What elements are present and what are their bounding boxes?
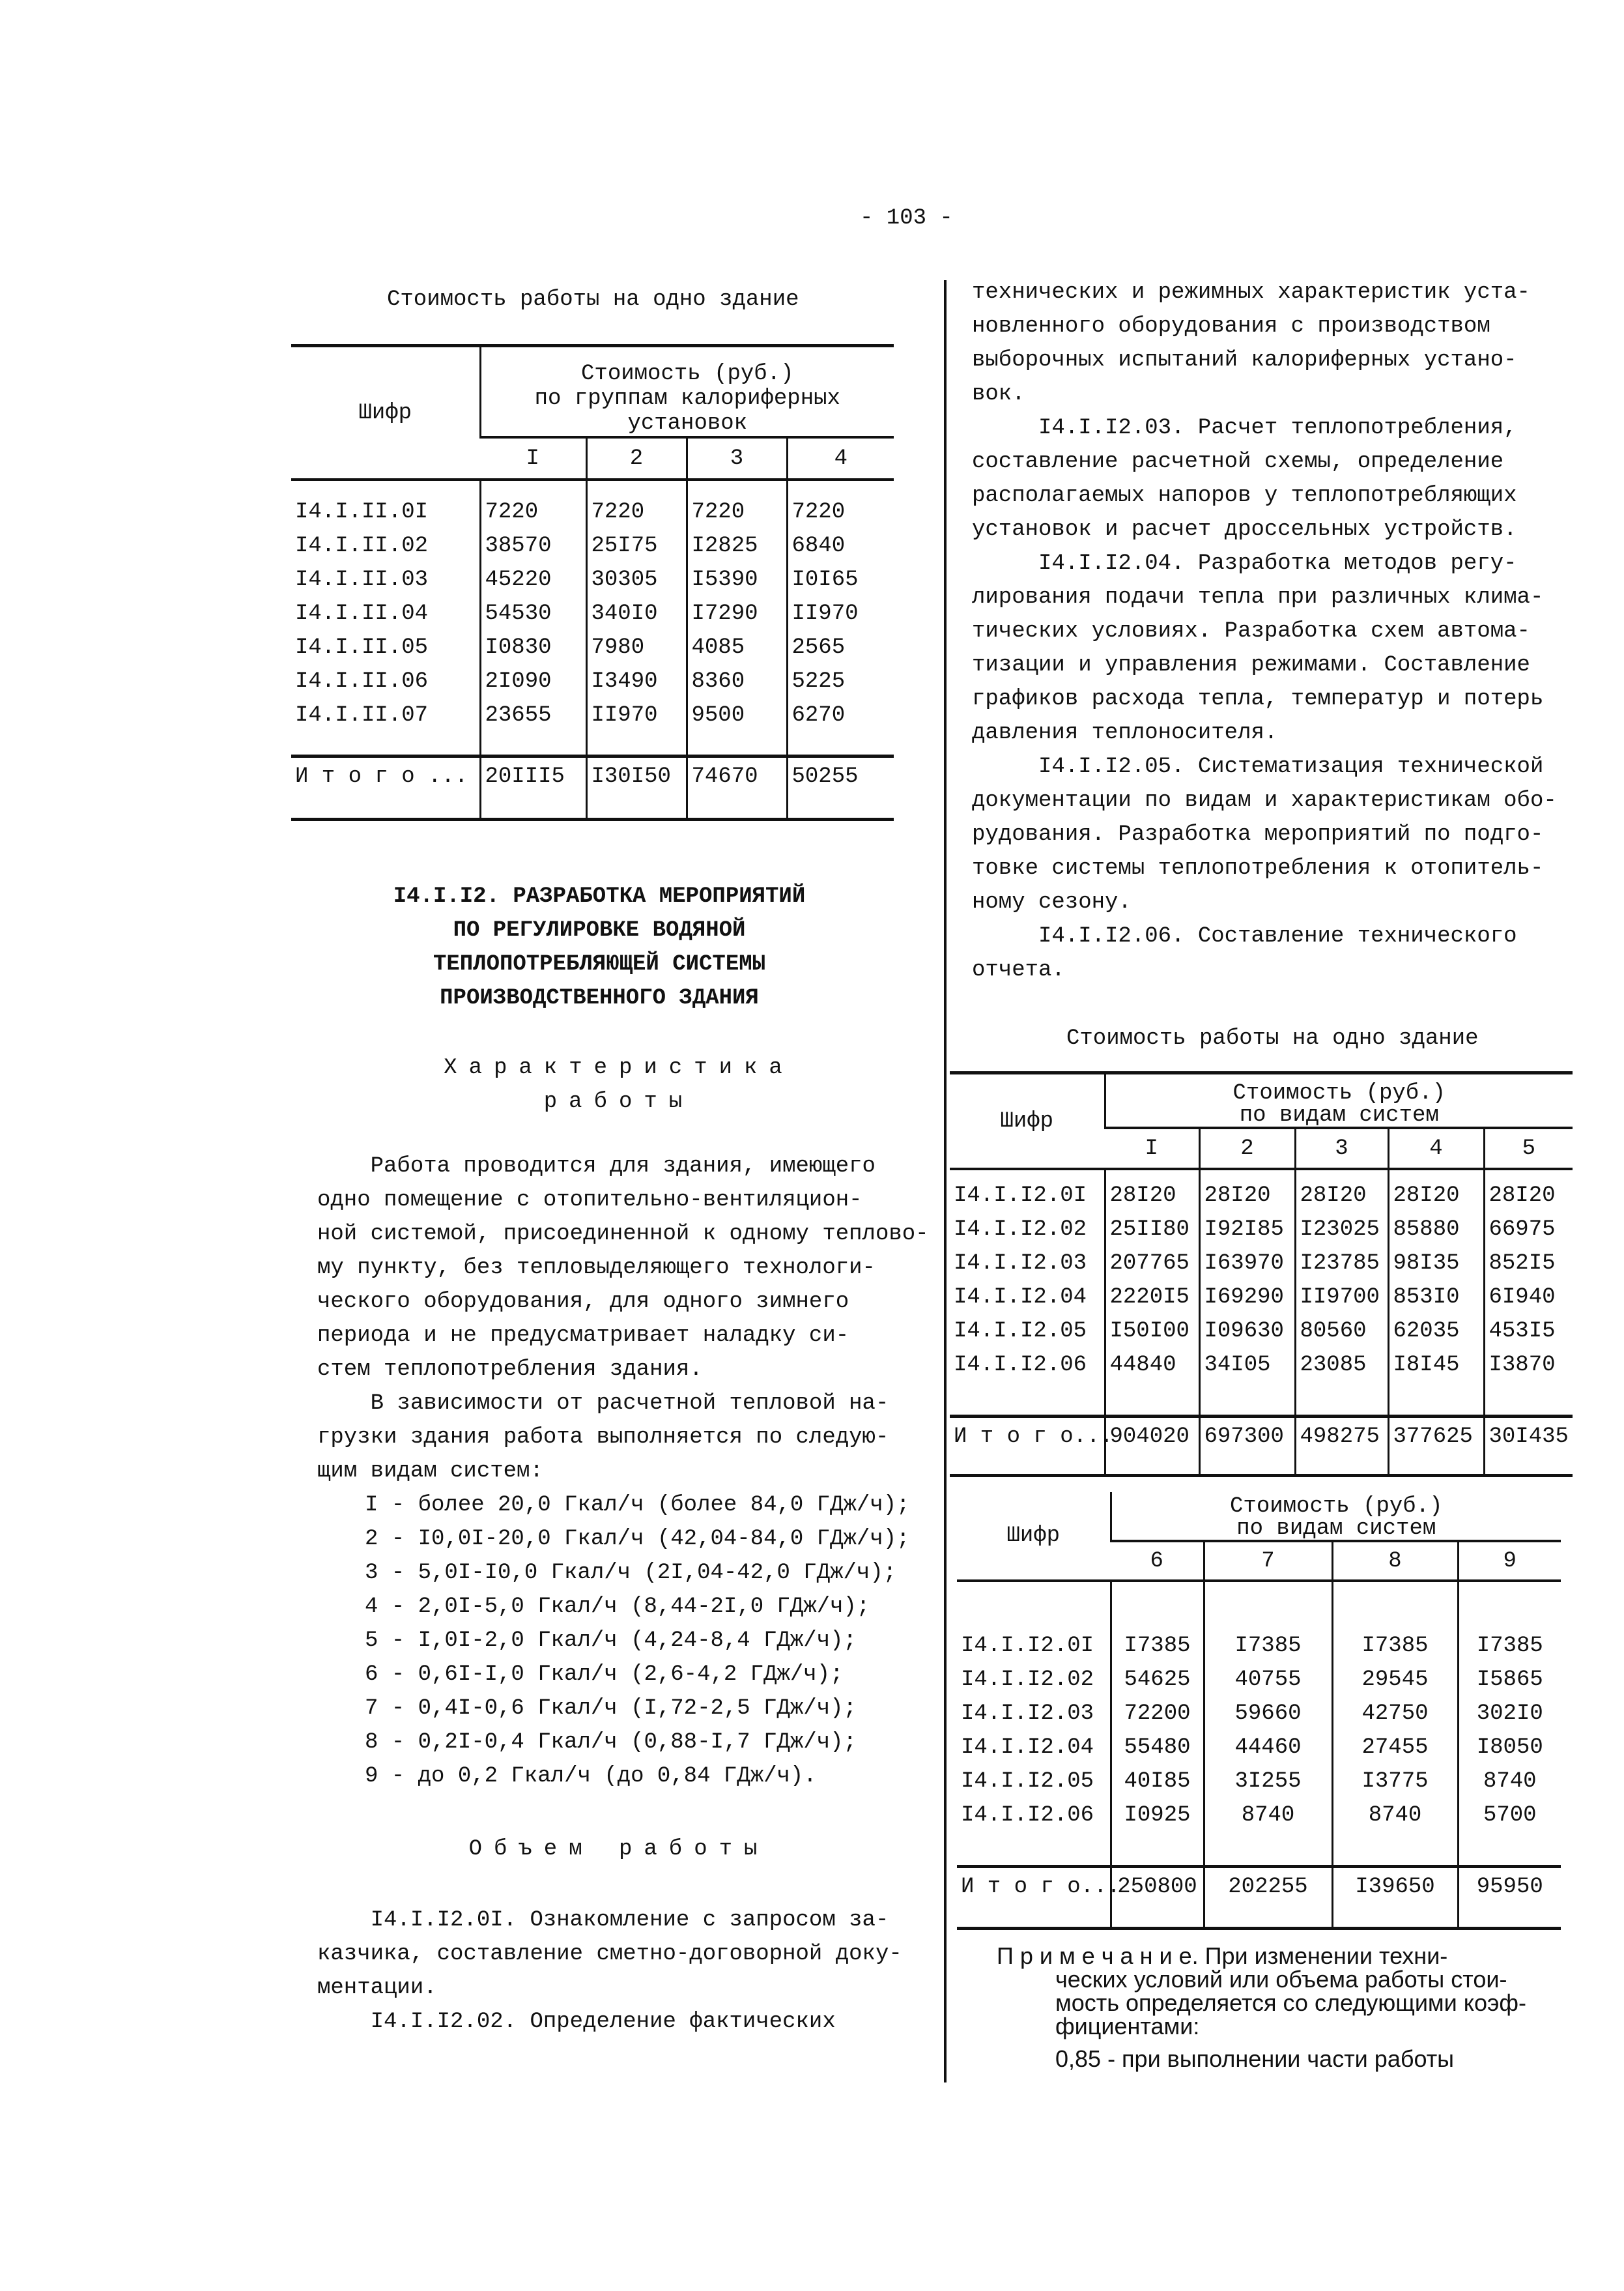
code-cell: I4.I.I2.06 — [954, 1353, 1087, 1377]
cost-cell: 7220 — [586, 495, 687, 529]
spacer-cell — [1332, 1832, 1458, 1867]
spacer-cell — [950, 1169, 1105, 1179]
cost-cell: 7220 — [480, 495, 586, 529]
cost-cell: 453I5 — [1484, 1314, 1573, 1348]
cost-cell: 2I090 — [480, 665, 586, 699]
text-line: I - более 20,0 Гкал/ч (более 84,0 ГДж/ч); — [365, 1493, 910, 1518]
group-header-line: по видам систем — [1236, 1516, 1436, 1541]
header-row — [957, 1492, 1561, 1541]
table-row — [291, 495, 894, 529]
spacer-row — [950, 1169, 1573, 1179]
cost-cell: 23085 — [1295, 1348, 1388, 1382]
cost-cell: II970 — [586, 699, 687, 732]
spacer-row — [957, 1832, 1561, 1867]
text-line: щим видам систем: — [317, 1459, 543, 1484]
text-line: установок и расчет дроссельных устройств. — [972, 517, 1517, 542]
cost-cell: 45220 — [480, 563, 586, 597]
group-header-line: установок — [627, 411, 748, 436]
spacer-cell — [291, 480, 480, 495]
column-header: 8 — [1332, 1541, 1458, 1581]
text-line: ПРОИЗВОДСТВЕННОГО ЗДАНИЯ — [440, 986, 759, 1011]
text-line: стем теплопотребления здания. — [317, 1357, 703, 1382]
note — [997, 1944, 1570, 2071]
code-cell: I4.I.I2.05 — [961, 1769, 1094, 1794]
text-line: лирования подачи тепла при различных клима- — [972, 585, 1544, 610]
cost-cell: 66975 — [1484, 1213, 1573, 1246]
section-heading — [313, 880, 886, 1015]
cost-cell: 23655 — [480, 699, 586, 732]
spacer-cell — [586, 480, 687, 495]
code-cell: I4.I.I2.02 — [961, 1667, 1094, 1692]
note-line: фициентами: — [1055, 2013, 1200, 2039]
text-line: В зависимости от расчетной тепловой на- — [317, 1391, 889, 1416]
text-line: давления теплоносителя. — [972, 721, 1278, 745]
total-cell: 30I435 — [1484, 1417, 1573, 1476]
note-line: ческих условий или объема работы стои- — [1055, 1966, 1507, 1993]
cost-cell: 25I75 — [586, 529, 687, 563]
spacer-cell — [1458, 1832, 1561, 1867]
text-line: I4.I.I2.04. Разработка методов регу- — [972, 551, 1517, 576]
column-header-code: Шифр — [957, 1492, 1111, 1581]
total-cell: 50255 — [787, 756, 894, 820]
cost-cell: 28I20 — [1199, 1179, 1295, 1213]
code-cell: I4.I.II.07 — [295, 703, 429, 728]
table-row — [957, 1765, 1561, 1798]
cost-cell: 80560 — [1295, 1314, 1388, 1348]
text-line: I4.I.I2.0I. Ознакомление с запросом за- — [317, 1908, 889, 1933]
code-cell: I4.I.I2.04 — [954, 1285, 1087, 1310]
column-header: 4 — [787, 437, 894, 480]
cost-cell: I2825 — [687, 529, 787, 563]
cost-cell: 54530 — [480, 597, 586, 631]
text-line: ной системой, присоединенной к одному теплово- — [317, 1222, 929, 1246]
text-line: новленного оборудования с производством — [972, 314, 1490, 339]
text-line: ческого оборудования, для одного зимнего — [317, 1290, 849, 1314]
text-line: I4.I.I2.02. Определение фактических — [317, 2010, 836, 2034]
text-line: 5 - I,0I-2,0 Гкал/ч (4,24-8,4 ГДж/ч); — [365, 1628, 857, 1653]
spacer-cell — [687, 732, 787, 756]
cost-cell: 85880 — [1388, 1213, 1484, 1246]
systems-list — [365, 1488, 910, 1793]
cost-cell: 6270 — [787, 699, 894, 732]
cost-cell: I69290 — [1199, 1280, 1295, 1314]
header-row — [291, 346, 894, 438]
work-items-description — [972, 276, 1557, 987]
table-row — [291, 563, 894, 597]
column-header: I — [1105, 1128, 1199, 1169]
cost-cell: I7290 — [687, 597, 787, 631]
text-line: 3 - 5,0I-I0,0 Гкал/ч (2I,04-42,0 ГДж/ч); — [365, 1561, 897, 1585]
spacer-row — [957, 1581, 1561, 1629]
column-divider — [944, 280, 947, 2082]
cost-cell: 6I940 — [1484, 1280, 1573, 1314]
spacer-cell — [1199, 1382, 1295, 1417]
spacer-cell — [1295, 1382, 1388, 1417]
text-line: 6 - 0,6I-I,0 Гкал/ч (2,6-4,2 ГДж/ч); — [365, 1662, 844, 1687]
cost-cell: 62035 — [1388, 1314, 1484, 1348]
group-header-line: по видам систем — [1239, 1103, 1439, 1128]
cost-cell: 42750 — [1332, 1697, 1458, 1731]
cost-cell: 25II80 — [1105, 1213, 1199, 1246]
text-line: ПО РЕГУЛИРОВКЕ ВОДЯНОЙ — [453, 918, 746, 943]
cost-cell: I23785 — [1295, 1246, 1388, 1280]
volume-heading: Объем работы — [468, 1837, 769, 1862]
spacer-cell — [1204, 1581, 1332, 1629]
text-line: I4.I.I2. РАЗРАБОТКА МЕРОПРИЯТИЙ — [393, 884, 806, 909]
cost-cell: I7385 — [1458, 1629, 1561, 1663]
cost-cell: 98I35 — [1388, 1246, 1484, 1280]
cost-cell: 8740 — [1458, 1765, 1561, 1798]
text-line: I4.I.I2.03. Расчет теплопотребления, — [972, 416, 1517, 440]
cost-cell: 28I20 — [1388, 1179, 1484, 1213]
total-cell: 498275 — [1295, 1417, 1388, 1476]
cost-cell: 852I5 — [1484, 1246, 1573, 1280]
total-row — [291, 756, 894, 820]
spacer-row — [291, 480, 894, 495]
total-cell: 95950 — [1458, 1867, 1561, 1929]
column-header-code: Шифр — [950, 1073, 1105, 1170]
cost-cell: 59660 — [1204, 1697, 1332, 1731]
code-cell: I4.I.I2.06 — [961, 1803, 1094, 1828]
note-coefficient: 0,85 - при выполнении части работы — [1055, 2045, 1455, 2072]
table-row — [950, 1179, 1573, 1213]
total-label: И т о г о... — [957, 1867, 1111, 1929]
column-header: 9 — [1458, 1541, 1561, 1581]
cost-cell: I23025 — [1295, 1213, 1388, 1246]
spacer-cell — [1105, 1382, 1199, 1417]
cost-cell: 44840 — [1105, 1348, 1199, 1382]
cost-cell: 40I85 — [1111, 1765, 1204, 1798]
cost-cell: I8050 — [1458, 1731, 1561, 1765]
cost-cell: 6840 — [787, 529, 894, 563]
text-line: товке системы теплопотребления к отопитель- — [972, 856, 1544, 881]
spacer-cell — [1111, 1581, 1204, 1629]
group-header-line: Стоимость (руб.) — [1230, 1494, 1443, 1519]
text-line: тизации и управления режимами. Составление — [972, 653, 1530, 678]
column-group-header — [1111, 1492, 1561, 1541]
spacer-cell — [291, 732, 480, 756]
cost-cell: 8740 — [1204, 1798, 1332, 1832]
cost-cell: 7980 — [586, 631, 687, 665]
table-row — [291, 597, 894, 631]
cost-cell: 853I0 — [1388, 1280, 1484, 1314]
table-row — [957, 1663, 1561, 1697]
code-cell: I4.I.I2.0I — [954, 1183, 1087, 1208]
spacer-cell — [1105, 1169, 1199, 1179]
text-line: вок. — [972, 382, 1025, 407]
text-line: отчета. — [972, 958, 1065, 983]
text-line: работы — [543, 1089, 694, 1114]
total-row — [950, 1417, 1573, 1476]
total-row — [957, 1867, 1561, 1929]
spacer-cell — [1484, 1169, 1573, 1179]
table-row — [291, 665, 894, 699]
cost-table-systems-6-9 — [957, 1492, 1561, 1930]
cost-cell: I7385 — [1204, 1629, 1332, 1663]
characteristic-heading — [313, 1051, 925, 1119]
cost-cell: 8360 — [687, 665, 787, 699]
cost-cell: 28I20 — [1105, 1179, 1199, 1213]
cost-cell: 38570 — [480, 529, 586, 563]
cost-cell: I63970 — [1199, 1246, 1295, 1280]
text-line: рудования. Разработка мероприятий по подго- — [972, 822, 1544, 847]
spacer-cell — [480, 732, 586, 756]
column-group-header — [1105, 1073, 1573, 1129]
spacer-cell — [1111, 1832, 1204, 1867]
spacer-cell — [1484, 1382, 1573, 1417]
spacer-cell — [586, 732, 687, 756]
cost-cell: 4085 — [687, 631, 787, 665]
cost-cell: I0830 — [480, 631, 586, 665]
column-header: 6 — [1111, 1541, 1204, 1581]
column-group-header — [480, 346, 894, 438]
cost-cell: 55480 — [1111, 1731, 1204, 1765]
text-line: тических условиях. Разработка схем автома- — [972, 619, 1530, 644]
cost-cell: I5390 — [687, 563, 787, 597]
total-cell: 904020 — [1105, 1417, 1199, 1476]
code-cell: I4.I.I2.0I — [961, 1634, 1094, 1658]
table-row — [950, 1314, 1573, 1348]
code-cell: I4.I.II.06 — [295, 669, 429, 694]
cost-cell: 34I05 — [1199, 1348, 1295, 1382]
cost-cell: 72200 — [1111, 1697, 1204, 1731]
table-row — [950, 1348, 1573, 1382]
cost-cell: 8740 — [1332, 1798, 1458, 1832]
table2-caption: Стоимость работы на одно здание — [1066, 1026, 1479, 1051]
cost-cell: 7220 — [687, 495, 787, 529]
cost-cell: 302I0 — [1458, 1697, 1561, 1731]
cost-cell: 2220I5 — [1105, 1280, 1199, 1314]
text-line: Характеристика — [444, 1056, 794, 1080]
table1-caption: Стоимость работы на одно здание — [387, 287, 799, 312]
code-cell: I4.I.II.04 — [295, 601, 429, 626]
spacer-cell — [1332, 1581, 1458, 1629]
cost-cell: I0925 — [1111, 1798, 1204, 1832]
cost-cell: I3870 — [1484, 1348, 1573, 1382]
code-cell: I4.I.II.0I — [295, 500, 429, 525]
column-header: 3 — [687, 437, 787, 480]
note-label: П р и м е ч а н и е. — [997, 1942, 1199, 1969]
total-cell: I30I50 — [586, 756, 687, 820]
code-cell: I4.I.II.02 — [295, 534, 429, 558]
text-line: располагаемых напоров у теплопотребляющих — [972, 483, 1517, 508]
text-line: I4.I.I2.05. Систематизация технической — [972, 755, 1544, 779]
cost-cell: 5700 — [1458, 1798, 1561, 1832]
work-description — [317, 1149, 929, 1488]
code-cell: I4.I.I2.04 — [961, 1735, 1094, 1760]
cost-cell: I92I85 — [1199, 1213, 1295, 1246]
column-header: 7 — [1204, 1541, 1332, 1581]
text-line: выборочных испытаний калориферных устано- — [972, 348, 1517, 373]
cost-cell: 2565 — [787, 631, 894, 665]
cost-cell: 27455 — [1332, 1731, 1458, 1765]
cost-cell: I8I45 — [1388, 1348, 1484, 1382]
code-cell: I4.I.I2.03 — [954, 1251, 1087, 1276]
text-line: периода и не предусматривает наладку си- — [317, 1323, 849, 1348]
text-line: технических и режимных характеристик уста- — [972, 280, 1530, 305]
spacer-row — [291, 732, 894, 756]
header-row — [950, 1073, 1573, 1129]
cost-cell: I09630 — [1199, 1314, 1295, 1348]
cost-cell: II9700 — [1295, 1280, 1388, 1314]
note-line: мость определяется со следующими коэф- — [1055, 1989, 1526, 2016]
cost-cell: 40755 — [1204, 1663, 1332, 1697]
cost-cell: I7385 — [1111, 1629, 1204, 1663]
text-line: му пункту, без тепловыделяющего технологи- — [317, 1256, 876, 1280]
cost-cell: 7220 — [787, 495, 894, 529]
cost-cell: I7385 — [1332, 1629, 1458, 1663]
total-cell: I39650 — [1332, 1867, 1458, 1929]
cost-cell: 28I20 — [1295, 1179, 1388, 1213]
total-cell: 697300 — [1199, 1417, 1295, 1476]
text-line: ному сезону. — [972, 890, 1132, 915]
cost-cell: 54625 — [1111, 1663, 1204, 1697]
cost-table-heater-groups — [291, 344, 894, 821]
table-row — [957, 1629, 1561, 1663]
table-row — [950, 1246, 1573, 1280]
table-row — [291, 699, 894, 732]
spacer-cell — [687, 480, 787, 495]
cost-cell: 28I20 — [1484, 1179, 1573, 1213]
volume-description — [317, 1903, 902, 2039]
text-line: 2 - I0,0I-20,0 Гкал/ч (42,04-84,0 ГДж/ч); — [365, 1527, 910, 1551]
page-number: - 103 - — [860, 206, 953, 231]
text-line: ТЕПЛОПОТРЕБЛЯЮЩЕЙ СИСТЕМЫ — [433, 952, 766, 977]
spacer-cell — [480, 480, 586, 495]
table-row — [950, 1280, 1573, 1314]
code-cell: I4.I.II.05 — [295, 635, 429, 660]
cost-cell: 29545 — [1332, 1663, 1458, 1697]
group-header-line: Стоимость (руб.) — [581, 362, 794, 386]
spacer-cell — [1295, 1169, 1388, 1179]
text-line: Работа проводится для здания, имеющего — [317, 1154, 876, 1179]
text-line: казчика, составление сметно-договорной доку- — [317, 1942, 902, 1967]
cost-cell: 207765 — [1105, 1246, 1199, 1280]
spacer-cell — [1199, 1169, 1295, 1179]
spacer-cell — [787, 732, 894, 756]
text-line: одно помещение с отопительно-вентиляцион- — [317, 1188, 862, 1213]
spacer-cell — [1204, 1832, 1332, 1867]
cost-cell: 44460 — [1204, 1731, 1332, 1765]
column-header: I — [480, 437, 586, 480]
spacer-cell — [957, 1581, 1111, 1629]
code-cell: I4.I.I2.05 — [954, 1319, 1087, 1344]
group-header-line: по группам калориферных — [534, 386, 840, 411]
code-cell: I4.I.II.03 — [295, 568, 429, 592]
text-line: 8 - 0,2I-0,4 Гкал/ч (0,88-I,7 ГДж/ч); — [365, 1730, 857, 1755]
code-cell: I4.I.I2.03 — [961, 1701, 1094, 1726]
cost-cell: 9500 — [687, 699, 787, 732]
column-header: 2 — [586, 437, 687, 480]
cost-cell: I50I00 — [1105, 1314, 1199, 1348]
total-cell: 202255 — [1204, 1867, 1332, 1929]
cost-cell: I3775 — [1332, 1765, 1458, 1798]
cost-cell: II970 — [787, 597, 894, 631]
text-line: составление расчетной схемы, определение — [972, 450, 1504, 474]
text-line: грузки здания работа выполняется по следую- — [317, 1425, 889, 1450]
spacer-row — [950, 1382, 1573, 1417]
text-line: графиков расхода тепла, температур и потерь — [972, 687, 1544, 712]
table-row — [291, 529, 894, 563]
total-label: И т о г о ... — [291, 756, 480, 820]
table-row — [291, 631, 894, 665]
column-header-code: Шифр — [291, 346, 480, 480]
note-line: При изменении техни- — [1198, 1942, 1448, 1969]
text-line: 9 - до 0,2 Гкал/ч (до 0,84 ГДж/ч). — [365, 1764, 817, 1789]
spacer-cell — [1388, 1382, 1484, 1417]
group-header-line: Стоимость (руб.) — [1232, 1081, 1446, 1106]
column-header: 4 — [1388, 1128, 1484, 1169]
cost-table-systems-1-5 — [950, 1071, 1573, 1477]
text-line: 7 - 0,4I-0,6 Гкал/ч (I,72-2,5 ГДж/ч); — [365, 1696, 857, 1721]
cost-cell: 30305 — [586, 563, 687, 597]
total-cell: 74670 — [687, 756, 787, 820]
cost-cell: 5225 — [787, 665, 894, 699]
code-cell: I4.I.I2.02 — [954, 1217, 1087, 1242]
spacer-cell — [950, 1382, 1105, 1417]
cost-cell: 3I255 — [1204, 1765, 1332, 1798]
text-line: 4 - 2,0I-5,0 Гкал/ч (8,44-2I,0 ГДж/ч); — [365, 1594, 870, 1619]
text-line: ментации. — [317, 1976, 437, 2000]
column-header: 2 — [1199, 1128, 1295, 1169]
cost-cell: 340I0 — [586, 597, 687, 631]
table-row — [950, 1213, 1573, 1246]
cost-cell: I5865 — [1458, 1663, 1561, 1697]
cost-cell: I3490 — [586, 665, 687, 699]
total-cell: 20III5 — [480, 756, 586, 820]
total-label: И т о г о... — [950, 1417, 1105, 1476]
spacer-cell — [787, 480, 894, 495]
total-cell: 250800 — [1111, 1867, 1204, 1929]
column-header: 5 — [1484, 1128, 1573, 1169]
table-row — [957, 1697, 1561, 1731]
text-line: I4.I.I2.06. Составление технического — [972, 924, 1517, 949]
spacer-cell — [1458, 1581, 1561, 1629]
spacer-cell — [957, 1832, 1111, 1867]
column-header: 3 — [1295, 1128, 1388, 1169]
spacer-cell — [1388, 1169, 1484, 1179]
text-line: документации по видам и характеристикам обо- — [972, 788, 1557, 813]
total-cell: 377625 — [1388, 1417, 1484, 1476]
table-row — [957, 1731, 1561, 1765]
cost-cell: I0I65 — [787, 563, 894, 597]
table-row — [957, 1798, 1561, 1832]
